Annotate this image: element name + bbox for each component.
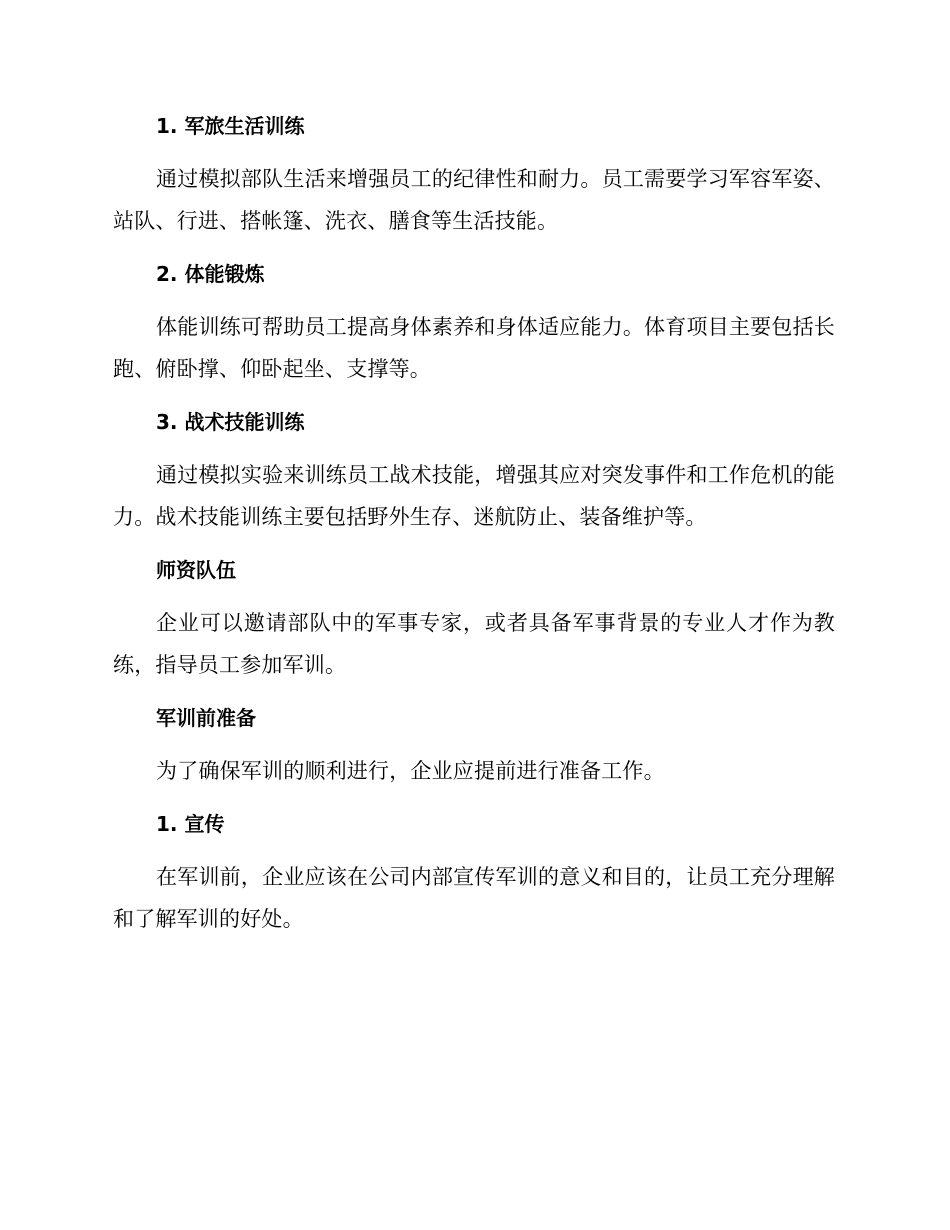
section-paragraph-publicity: 在军训前，企业应该在公司内部宣传军训的意义和目的，让员工充分理解和了解军训的好处。 — [113, 865, 835, 931]
section-paragraph-tactical-skills: 通过模拟实验来训练员工战术技能，增强其应对突发事件和工作危机的能力。战术技能训练主要包括野外生存、迷航防止、装备维护等。 — [113, 463, 835, 529]
section-paragraph-instructors: 企业可以邀请部队中的军事专家，或者具备军事背景的专业人才作为教练，指导员工参加军训。 — [113, 611, 835, 677]
section-paragraph-military-life: 通过模拟部队生活来增强员工的纪律性和耐力。员工需要学习军容军姿、站队、行进、搭帐篷、洗衣、膳食等生活技能。 — [113, 167, 835, 233]
section-heading-tactical-skills: 3. 战术技能训练 — [156, 410, 305, 434]
section-paragraph-preparation: 为了确保军训的顺利进行，企业应提前进行准备工作。 — [156, 759, 665, 783]
section-paragraph-physical-training: 体能训练可帮助员工提高身体素养和身体适应能力。体育项目主要包括长跑、俯卧撑、仰卧起坐、支撑等。 — [113, 315, 835, 381]
document-body — [113, 106, 835, 940]
section-heading-preparation: 军训前准备 — [156, 706, 256, 730]
section-heading-physical-training: 2. 体能锻炼 — [156, 262, 265, 286]
section-heading-military-life: 1. 军旅生活训练 — [156, 114, 305, 138]
section-heading-publicity: 1. 宣传 — [156, 812, 225, 836]
section-heading-instructors: 师资队伍 — [156, 558, 236, 582]
